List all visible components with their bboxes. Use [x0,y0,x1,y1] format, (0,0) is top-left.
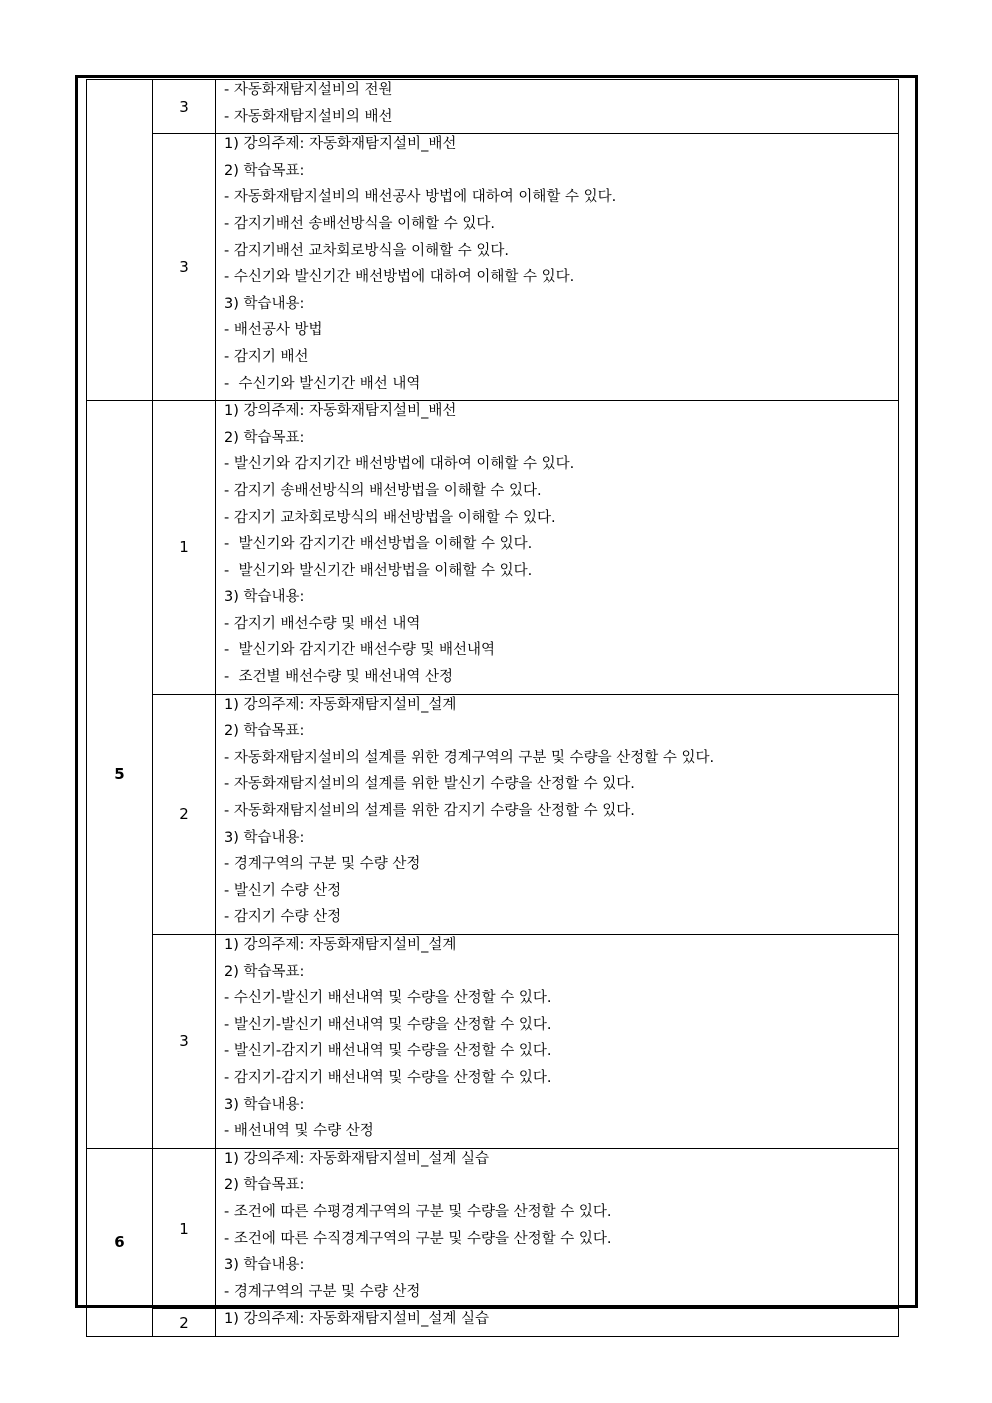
session-cell: 3 [153,80,216,134]
content-line: 2) 학습목표: [224,162,305,179]
session-cell: 1 [153,401,216,695]
content-line: - 발신기-감지기 배선내역 및 수량을 산정할 수 있다. [224,1043,552,1060]
content-line: 2) 학습목표: [224,429,305,446]
content-line: - 발신기-발신기 배선내역 및 수량을 산정할 수 있다. [224,1016,552,1033]
table-row [87,935,899,1149]
content-line: 1) 강의주제: 자동화재탐지설비_배선 [224,403,457,420]
content-line: 3) 학습내용: [224,1096,305,1113]
content-line: - 자동화재탐지설비의 설계를 위한 경계구역의 구분 및 수량을 산정할 수 있다. [224,749,715,766]
content-line: - 경계구역의 구분 및 수량 산정 [224,856,421,873]
content-line: 1) 강의주제: 자동화재탐지설비_설계 실습 [224,1150,489,1167]
content-cell [216,401,899,695]
table-row [87,1309,899,1337]
table-row [87,401,899,695]
content-line: 2) 학습목표: [224,963,305,980]
session-cell: 2 [153,1309,216,1337]
content-line: - 감지기 배선수량 및 배선 내역 [224,615,421,632]
content-line: - 감지기배선 송배선방식을 이해할 수 있다. [224,215,496,232]
content-line: - 배선내역 및 수량 산정 [224,1123,374,1140]
content-line: - 수신기-발신기 배선내역 및 수량을 산정할 수 있다. [224,990,552,1007]
content-line: - 감지기 수량 산정 [224,909,342,926]
content-cell [216,134,899,401]
content-line: - 자동화재탐지설비의 설계를 위한 발신기 수량을 산정할 수 있다. [224,776,635,793]
content-cell [216,1309,899,1337]
content-line: 3) 학습내용: [224,295,305,312]
content-line: 1) 강의주제: 자동화재탐지설비_설계 실습 [224,1311,489,1328]
content-line: 3) 학습내용: [224,589,305,606]
content-line: 2) 학습목표: [224,723,305,740]
content-line: - 자동화재탐지설비의 배선 [224,108,393,125]
session-cell: 1 [153,1148,216,1309]
content-line: - 발신기 수량 산정 [224,882,342,899]
content-line: - 감지기배선 교차회로방식을 이해할 수 있다. [224,242,510,259]
table-row [87,134,899,401]
content-line: - 감지기 교차회로방식의 배선방법을 이해할 수 있다. [224,509,556,526]
content-line: 2) 학습목표: [224,1177,305,1194]
content-line: - 발신기와 발신기간 배선방법을 이해할 수 있다. [224,562,533,579]
content-line: - 감지기-감지기 배선내역 및 수량을 산정할 수 있다. [224,1069,552,1086]
week-cell: 6 [87,1148,153,1336]
content-line: - 경계구역의 구분 및 수량 산정 [224,1283,421,1300]
content-line: - 수신기와 발신기간 배선 내역 [224,375,421,392]
content-line: - 배선공사 방법 [224,322,323,339]
content-line: - 자동화재탐지설비의 전원 [224,82,393,98]
content-line: - 발신기와 감지기간 배선방법에 대하여 이해할 수 있다. [224,456,575,473]
table-row [87,694,899,934]
content-cell [216,935,899,1149]
content-cell [216,80,899,134]
content-line: - 감지기 배선 [224,348,309,365]
week-cell: 5 [87,401,153,1149]
content-line: 1) 강의주제: 자동화재탐지설비_설계 [224,937,457,953]
table-row [87,1148,899,1309]
content-line: 1) 강의주제: 자동화재탐지설비_설계 [224,696,457,713]
content-line: - 조건에 따른 수평경계구역의 구분 및 수량을 산정할 수 있다. [224,1203,612,1220]
content-line: - 수신기와 발신기간 배선방법에 대하여 이해할 수 있다. [224,269,575,286]
content-cell [216,694,899,934]
session-cell: 3 [153,134,216,401]
week-cell [87,80,153,401]
content-line: - 조건에 따른 수직경계구역의 구분 및 수량을 산정할 수 있다. [224,1230,612,1247]
content-line: - 조건별 배선수량 및 배선내역 산정 [224,669,453,686]
content-cell [216,1148,899,1309]
content-line: - 발신기와 감지기간 배선방법을 이해할 수 있다. [224,536,533,553]
content-line: 1) 강의주제: 자동화재탐지설비_배선 [224,136,457,153]
session-cell: 3 [153,935,216,1149]
table-row [87,80,899,134]
content-line: - 발신기와 감지기간 배선수량 및 배선내역 [224,642,496,659]
content-line: - 감지기 송배선방식의 배선방법을 이해할 수 있다. [224,482,542,499]
content-line: - 자동화재탐지설비의 설계를 위한 감지기 수량을 산정할 수 있다. [224,803,635,820]
content-line: 3) 학습내용: [224,1257,305,1274]
content-line: - 자동화재탐지설비의 배선공사 방법에 대하여 이해할 수 있다. [224,189,617,206]
session-cell: 2 [153,694,216,934]
schedule-table [86,79,899,1337]
content-line: 3) 학습내용: [224,829,305,846]
